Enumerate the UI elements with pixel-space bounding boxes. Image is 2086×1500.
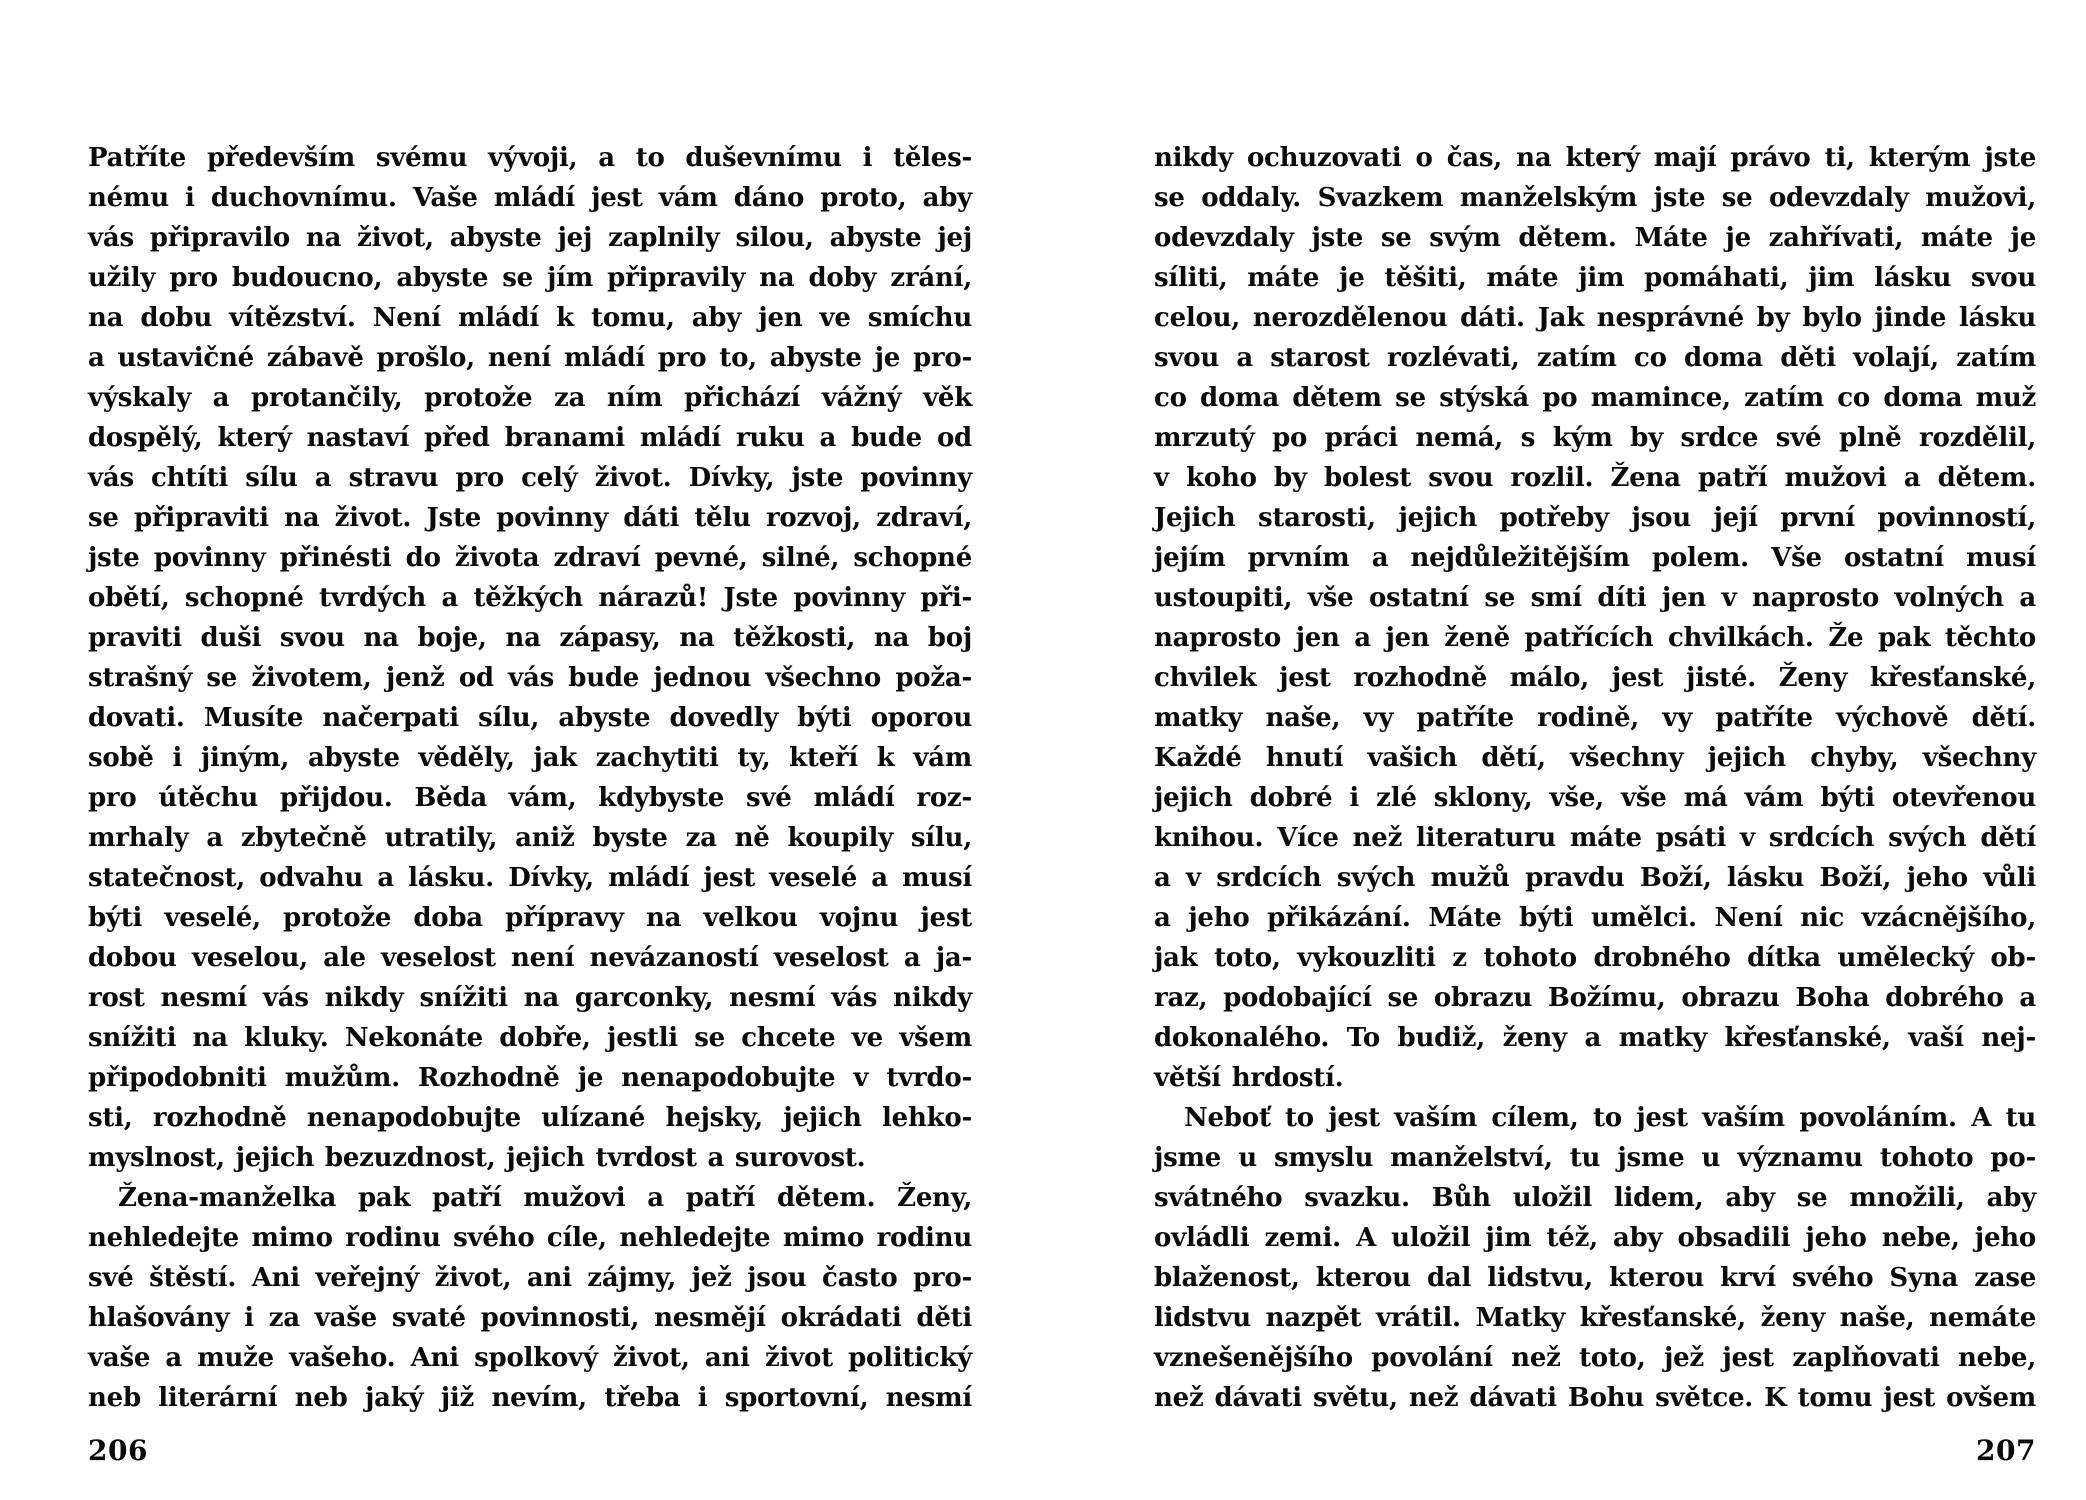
text-line: dobou veselou, ale veselost není nevázaností veselost a ja- [88,943,972,973]
text-line: svátného svazku. Bůh uložil lidem, aby se množili, aby [1154,1183,2036,1213]
page-number-left: 206 [88,1434,148,1467]
text-line: své štěstí. Ani veřejný život, ani zájmy, jež jsou často pro- [88,1263,972,1293]
text-line: svou a starost rozlévati, zatím co doma děti volají, zatím [1154,343,2036,373]
text-line: síliti, máte je těšiti, máte jim pomáhati, jim lásku svou [1154,263,2036,293]
text-line: mrhaly a zbytečně utratily, aniž byste za ně koupily sílu, [88,823,972,853]
text-line: naprosto jen a jen ženě patřících chvilkách. Že pak těchto [1154,623,2036,653]
text-line: mrzutý po práci nemá, s kým by srdce své plně rozdělil, [1154,423,2036,453]
left-page-text-column [88,138,972,1418]
text-line: nehledejte mimo rodinu svého cíle, nehledejte mimo rodinu [88,1223,972,1253]
text-line: praviti duši svou na boje, na zápasy, na těžkosti, na boj [88,623,972,653]
text-line: nikdy ochuzovati o čas, na který mají právo ti, kterým jste [1154,143,2036,173]
text-line: Jejich starosti, jejich potřeby jsou její první povinností, [1154,503,2036,533]
text-line: se připraviti na život. Jste povinny dáti tělu rozvoj, zdraví, [88,503,972,533]
text-line: raz, podobající se obrazu Božímu, obrazu Boha dobrého a [1154,983,2036,1013]
text-line: vaše a muže vašeho. Ani spolkový život, ani život politický [88,1343,972,1373]
right-page-text-column [1154,138,2036,1418]
text-line: sti, rozhodně nenapodobujte ulízané hejsky, jejich lehko- [88,1103,972,1133]
text-line: výskaly a protančily, protože za ním přichází vážný věk [88,383,972,413]
text-line: a ustavičné zábavě prošlo, není mládí pro to, abyste je pro- [88,343,972,373]
text-line: připodobniti mužům. Rozhodně je nenapodobujte v tvrdo- [88,1063,972,1093]
text-line: chvilek jest rozhodně málo, jest jisté. Ženy křesťanské, [1154,663,2036,693]
text-line: užily pro budoucno, abyste se jím připravily na doby zrání, [88,263,972,293]
text-line: statečnost, odvahu a lásku. Dívky, mládí jest veselé a musí [88,863,972,893]
text-line: ovládli zemi. A uložil jim též, aby obsadili jeho nebe, jeho [1154,1223,2036,1253]
text-line-paragraph-start: Neboť to jest vaším cílem, to jest vaším povoláním. A tu [1184,1103,2036,1133]
text-line: vás chtíti sílu a stravu pro celý život. Dívky, jste povinny [88,463,972,493]
text-line: dovati. Musíte načerpati sílu, abyste dovedly býti oporou [88,703,972,733]
page-number-right: 207 [1976,1434,2036,1467]
text-line: vás připravilo na život, abyste jej zaplnily silou, abyste jej [88,223,972,253]
text-line: ustoupiti, vše ostatní se smí díti jen v naprosto volných a [1154,583,2036,613]
text-line: na dobu vítězství. Není mládí k tomu, aby jen ve smíchu [88,303,972,333]
text-line: rost nesmí vás nikdy snížiti na garconky, nesmí vás nikdy [88,983,972,1013]
text-line: v koho by bolest svou rozlil. Žena patří mužovi a dětem. [1154,463,2036,493]
text-line: strašný se životem, jenž od vás bude jednou všechno poža- [88,663,972,693]
text-line: se oddaly. Svazkem manželským jste se odevzdaly mužovi, [1154,183,2036,213]
text-line: celou, nerozdělenou dáti. Jak nesprávné by bylo jinde lásku [1154,303,2036,333]
text-line: a jeho přikázání. Máte býti umělci. Není nic vzácnějšího, [1154,903,2036,933]
text-line: neb literární neb jaký již nevím, třeba i sportovní, nesmí [88,1383,972,1413]
text-line: matky naše, vy patříte rodině, vy patříte výchově dětí. [1154,703,2036,733]
text-line: Patříte především svému vývoji, a to duševnímu i těles- [88,143,972,173]
text-line: jak toto, vykouzliti z tohoto drobného dítka umělecký ob- [1154,943,2036,973]
text-line: odevzdaly jste se svým dětem. Máte je zahřívati, máte je [1154,223,2036,253]
text-line: vznešenějšího povolání než toto, jež jest zaplňovati nebe, [1154,1343,2036,1373]
text-line: a v srdcích svých mužů pravdu Boží, lásku Boží, jeho vůli [1154,863,2036,893]
text-line: nému i duchovnímu. Vaše mládí jest vám dáno proto, aby [88,183,972,213]
text-line-paragraph-end: větší hrdostí. [1154,1063,1344,1093]
text-line: Každé hnutí vašich dětí, všechny jejich chyby, všechny [1154,743,2036,773]
text-line: jsme u smyslu manželství, tu jsme u významu tohoto po- [1154,1143,2036,1173]
text-line: jejich dobré i zlé sklony, vše, vše má vám býti otevřenou [1154,783,2036,813]
text-line: býti veselé, protože doba přípravy na velkou vojnu jest [88,903,972,933]
text-line: dospělý, který nastaví před branami mládí ruku a bude od [88,423,972,453]
text-line: pro útěchu přijdou. Běda vám, kdybyste své mládí roz- [88,783,972,813]
text-line: lidstvu nazpět vrátil. Matky křesťanské, ženy naše, nemáte [1154,1303,2036,1333]
text-line: než dávati světu, než dávati Bohu světce. K tomu jest ovšem [1154,1383,2036,1413]
text-line: snížiti na kluky. Nekonáte dobře, jestli se chcete ve všem [88,1023,972,1053]
text-line: sobě i jiným, abyste věděly, jak zachytiti ty, kteří k vám [88,743,972,773]
text-line: blaženost, kterou dal lidstvu, kterou krví svého Syna zase [1154,1263,2036,1293]
text-line-paragraph-start: Žena-manželka pak patří mužovi a patří dětem. Ženy, [118,1183,972,1213]
text-line: dokonalého. To budiž, ženy a matky křesťanské, vaší nej- [1154,1023,2036,1053]
text-line: obětí, schopné tvrdých a těžkých nárazů! Jste povinny při- [88,583,972,613]
text-line: knihou. Více než literaturu máte psáti v srdcích svých dětí [1154,823,2036,853]
text-line: co doma dětem se stýská po mamince, zatím co doma muž [1154,383,2036,413]
text-line-paragraph-end: myslnost, jejich bezuzdnost, jejich tvrdost a surovost. [88,1143,866,1173]
text-line: jste povinny přinésti do života zdraví pevné, silné, schopné [88,543,972,573]
text-line: jejím prvním a nejdůležitějším polem. Vše ostatní musí [1154,543,2036,573]
text-line: hlašovány i za vaše svaté povinnosti, nesmějí okrádati děti [88,1303,972,1333]
